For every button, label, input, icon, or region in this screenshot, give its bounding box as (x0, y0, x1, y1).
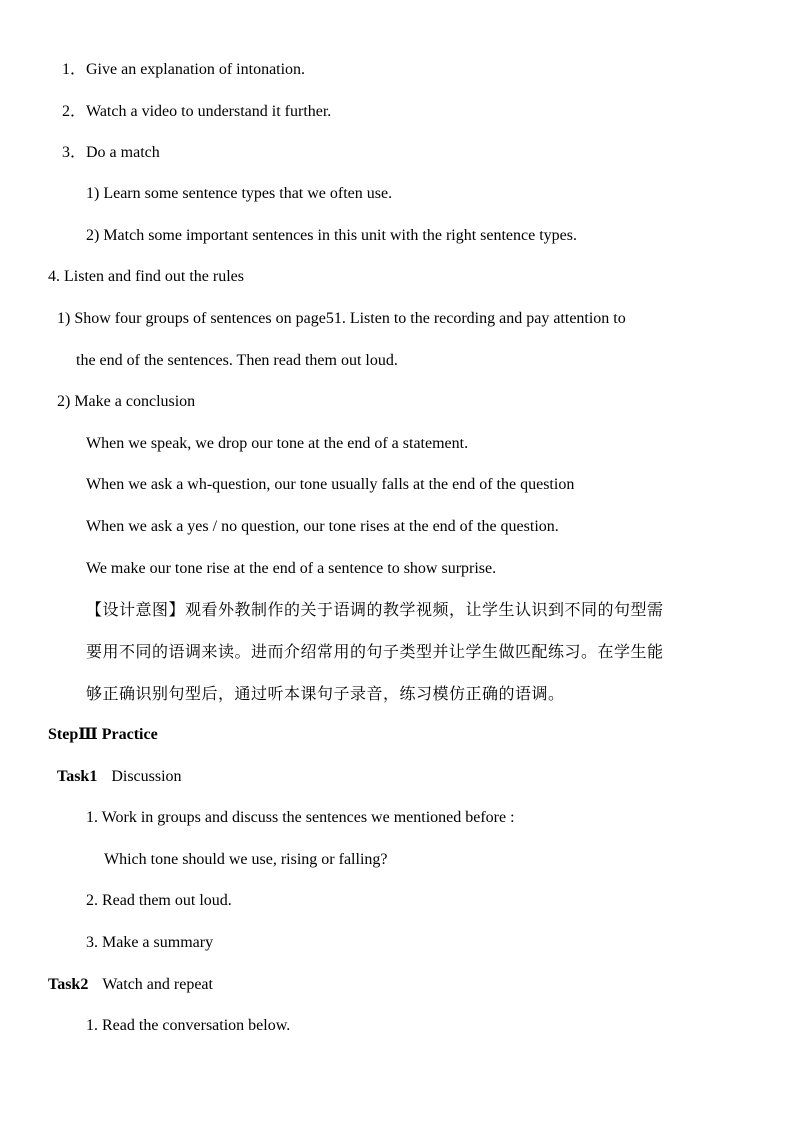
design-intent-text: 要用不同的语调来读。进而介绍常用的句子类型并让学生做匹配练习。在学生能 (86, 642, 664, 661)
task-heading (57, 767, 182, 787)
conclusion-line: When we ask a wh-question, our tone usually falls at the end of the question (86, 476, 575, 493)
list-item: 2. Read them out loud. (86, 892, 232, 909)
list-item: 1. Read the conversation below. (86, 1017, 291, 1034)
list-item: 1) Learn some sentence types that we often use. (86, 185, 393, 202)
task-label: Task1 (57, 768, 98, 785)
task-label: Task2 (48, 976, 89, 993)
design-intent-text: 够正确识别句型后，通过听本课句子录音，练习模仿正确的语调。 (86, 684, 565, 703)
list-item-continued: Which tone should we use, rising or falling? (104, 851, 388, 868)
task-title: Watch and repeat (102, 976, 213, 993)
conclusion-line: When we ask a yes / no question, our tone rises at the end of the question. (86, 518, 559, 535)
design-intent-text: 【设计意图】观看外教制作的关于语调的教学视频，让学生认识到不同的句型需 (86, 600, 664, 619)
list-item: 1. Work in groups and discuss the sentences we mentioned before : (86, 809, 515, 826)
list-item: 2．Watch a video to understand it further. (62, 103, 332, 120)
list-item-continued: the end of the sentences. Then read them out loud. (76, 352, 398, 369)
step-heading: StepⅢ Practice (48, 726, 158, 743)
list-item: 1) Show four groups of sentences on page51. Listen to the recording and pay attention to (57, 310, 626, 327)
task-title: Discussion (111, 768, 182, 785)
task-heading (48, 975, 213, 995)
list-item: 3．Do a match (62, 144, 160, 161)
conclusion-line: We make our tone rise at the end of a sentence to show surprise. (86, 560, 497, 577)
section-heading: 4. Listen and find out the rules (48, 268, 244, 285)
list-item: 1．Give an explanation of intonation. (62, 61, 306, 78)
list-item: 3. Make a summary (86, 934, 214, 951)
list-item: 2) Make a conclusion (57, 393, 196, 410)
conclusion-line: When we speak, we drop our tone at the end of a statement. (86, 435, 469, 452)
list-item: 2) Match some important sentences in this unit with the right sentence types. (86, 227, 578, 244)
